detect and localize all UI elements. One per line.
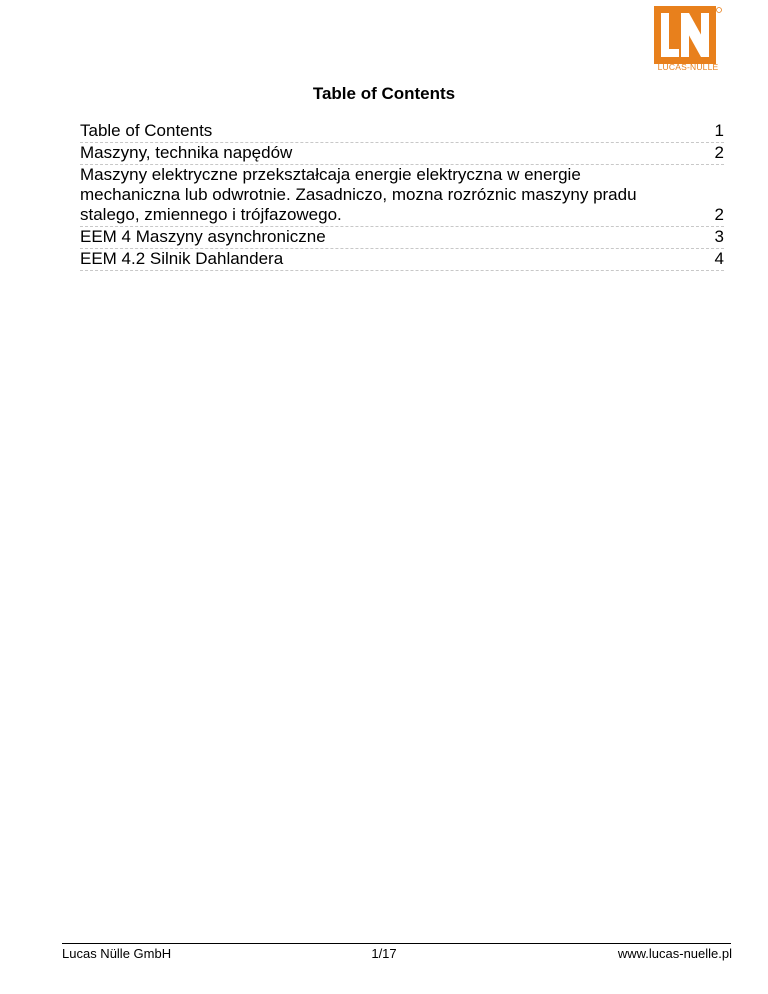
toc-entry[interactable] [80,227,724,249]
toc-entry-text: Maszyny elektryczne przekształcaja energie elektryczna w energie mechaniczna lub odwrotnie. Zasadniczo, mozna rozróznic maszyny pradu stalego, zmiennego i trójfazowego. [80,165,637,224]
footer-page-number: 1/17 [371,946,397,961]
toc-entry-text: Maszyny, technika napędów [80,143,293,162]
toc-entry-text: EEM 4 Maszyny asynchroniczne [80,227,326,246]
toc-entry-text: EEM 4.2 Silnik Dahlandera [80,249,284,268]
toc-entry[interactable] [80,143,724,165]
toc-entry-page: 2 [714,205,724,224]
page-title: Table of Contents [312,84,456,103]
toc-entry[interactable] [80,165,724,227]
toc-entry-page: 4 [714,249,724,268]
toc-entry-page: 3 [714,227,724,246]
table-of-contents [80,121,724,271]
footer-url[interactable]: www.lucas-nuelle.pl [617,946,732,961]
toc-entry-text: Table of Contents [80,121,213,140]
footer-divider [62,943,731,944]
toc-entry-page: 1 [714,121,724,140]
toc-entry[interactable] [80,121,724,143]
toc-entry[interactable] [80,249,724,271]
logo-text: LUCAS-NÜLLE [657,62,719,72]
toc-entry-page: 2 [714,143,724,162]
footer-company: Lucas Nülle GmbH [62,946,172,961]
